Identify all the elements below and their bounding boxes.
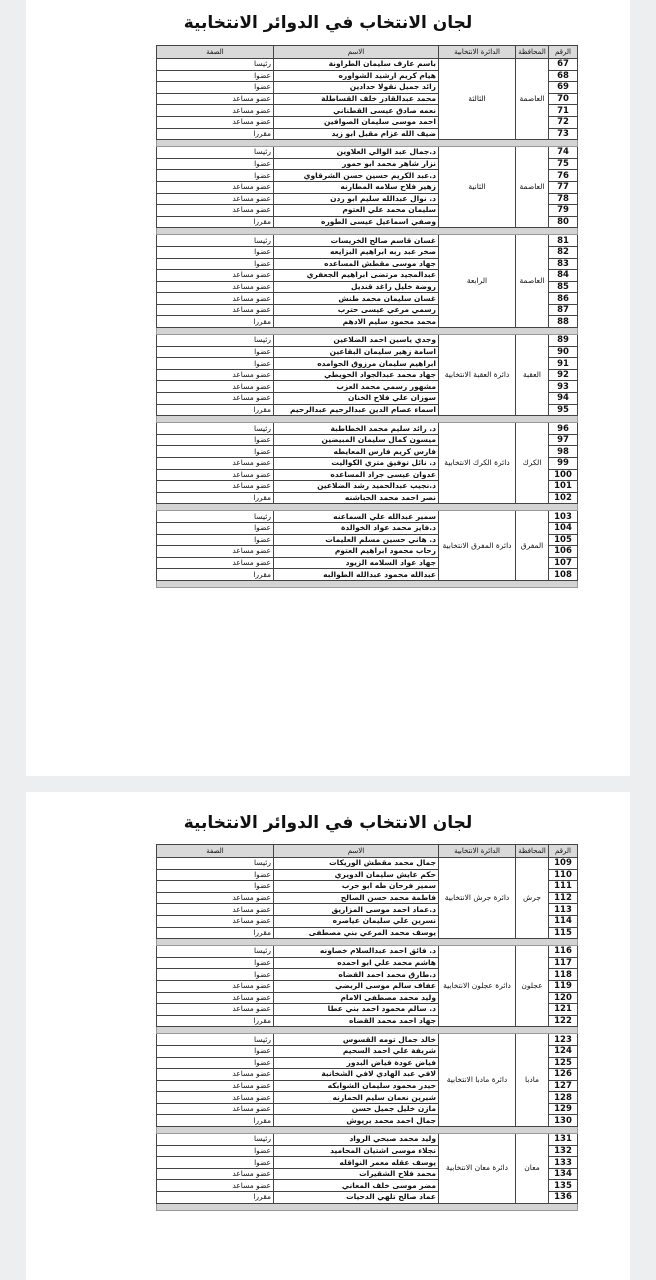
row-number: 78	[549, 193, 578, 205]
row-number: 94	[549, 393, 578, 405]
member-name: فياض عودة فياض البدور	[274, 1057, 439, 1069]
member-name: نصر احمد محمد الحباشنه	[274, 492, 439, 504]
member-name: روضة خليل راغد قنديل	[274, 281, 439, 293]
header-name: الاسم	[274, 845, 439, 858]
member-name: وجدي ياسين احمد الضلاعين	[274, 335, 439, 347]
header-gov: المحافظة	[516, 845, 549, 858]
member-name: ميسون كمال سليمان المبيضين	[274, 434, 439, 446]
group-separator	[157, 939, 578, 946]
member-name: باسم عارف سليمان الطراونة	[274, 59, 439, 71]
row-number: 104	[549, 522, 578, 534]
member-role: عضو مساعد	[157, 458, 274, 470]
member-role: مقررا	[157, 216, 274, 228]
member-name: شيرين نعمان سليم الحمارنه	[274, 1092, 439, 1104]
member-role: عضو مساعد	[157, 205, 274, 217]
member-name: د. سالم محمود احمد بني عطا	[274, 1004, 439, 1016]
row-number: 79	[549, 205, 578, 217]
row-number: 85	[549, 281, 578, 293]
table-row	[157, 335, 578, 347]
row-number: 101	[549, 481, 578, 493]
separator-cell	[157, 580, 578, 587]
member-role: مقررا	[157, 404, 274, 416]
member-name: ضيف الله عزام مقبل ابو زيد	[274, 128, 439, 140]
row-number: 103	[549, 511, 578, 523]
separator-cell	[157, 228, 578, 235]
member-role: رئيسا	[157, 1134, 274, 1146]
row-number: 109	[549, 858, 578, 870]
row-number: 91	[549, 358, 578, 370]
member-role: عضوا	[157, 957, 274, 969]
document-page-1	[26, 0, 630, 776]
row-number: 121	[549, 1004, 578, 1016]
row-number: 77	[549, 181, 578, 193]
member-role: عضو مساعد	[157, 481, 274, 493]
member-role: عضوا	[157, 246, 274, 258]
row-number: 90	[549, 346, 578, 358]
member-name: جهاد احمد محمد القضاه	[274, 1015, 439, 1027]
row-number: 111	[549, 881, 578, 893]
member-name: غسان قاسم صالح الخريسات	[274, 235, 439, 247]
row-number: 115	[549, 927, 578, 939]
member-role: عضو مساعد	[157, 557, 274, 569]
header-role: الصفة	[157, 46, 274, 59]
header-district: الدائرة الانتخابية	[439, 845, 516, 858]
row-number: 68	[549, 70, 578, 82]
member-name: عبدالله محمود عبدالله الطوالبه	[274, 569, 439, 581]
document-page-2	[26, 792, 630, 1280]
separator-cell	[157, 140, 578, 147]
row-number: 89	[549, 335, 578, 347]
row-number: 97	[549, 434, 578, 446]
district-cell: دائرة مادبا الانتخابية	[439, 1034, 516, 1127]
district-cell: دائرة جرش الانتخابية	[439, 858, 516, 939]
committees-table	[156, 45, 578, 588]
member-role: عضوا	[157, 358, 274, 370]
district-cell: الرابعة	[439, 235, 516, 328]
committees-table	[156, 844, 578, 1211]
member-name: حيدر محمود سليمان الشوابكه	[274, 1080, 439, 1092]
row-number: 98	[549, 446, 578, 458]
table-header-row	[157, 845, 578, 858]
governorate-cell: العاصمة	[516, 59, 549, 140]
page-title: لجان الانتخاب في الدوائر الانتخابية	[183, 813, 473, 833]
member-role: عضو مساعد	[157, 270, 274, 282]
member-name: اسماء عصام الدين عبدالرحيم عبدالرحيم	[274, 404, 439, 416]
member-role: عضوا	[157, 1157, 274, 1169]
header-num: الرقم	[549, 845, 578, 858]
member-name: د.جمال عبد الوالي العلاوين	[274, 147, 439, 159]
member-role: عضوا	[157, 969, 274, 981]
row-number: 80	[549, 216, 578, 228]
member-name: زهير فلاح سلامه المطارنه	[274, 181, 439, 193]
row-number: 125	[549, 1057, 578, 1069]
group-separator	[157, 504, 578, 511]
table-row	[157, 1034, 578, 1046]
row-number: 118	[549, 969, 578, 981]
group-separator	[157, 328, 578, 335]
table-row	[157, 235, 578, 247]
member-role: عضو مساعد	[157, 193, 274, 205]
row-number: 133	[549, 1157, 578, 1169]
header-num: الرقم	[549, 46, 578, 59]
separator-cell	[157, 504, 578, 511]
row-number: 135	[549, 1180, 578, 1192]
member-role: عضو مساعد	[157, 1080, 274, 1092]
member-role: رئيسا	[157, 511, 274, 523]
row-number: 82	[549, 246, 578, 258]
member-role: عضوا	[157, 1057, 274, 1069]
member-name: د.فايز محمد عواد الخوالدة	[274, 522, 439, 534]
district-cell: الثانية	[439, 147, 516, 228]
member-name: د.عبد الكريم حسين حسن الشرقاوي	[274, 170, 439, 182]
member-name: رحاب محمود ابراهيم العتوم	[274, 546, 439, 558]
governorate-cell: جرش	[516, 858, 549, 939]
row-number: 81	[549, 235, 578, 247]
member-name: نجلاء موسى اشتيان المحاميد	[274, 1145, 439, 1157]
row-number: 134	[549, 1168, 578, 1180]
table-row	[157, 59, 578, 71]
member-role: عضوا	[157, 1045, 274, 1057]
table-row	[157, 147, 578, 159]
member-name: سليمان محمد علي العتوم	[274, 205, 439, 217]
row-number: 106	[549, 546, 578, 558]
member-role: عضو مساعد	[157, 105, 274, 117]
row-number: 100	[549, 469, 578, 481]
member-name: يوسف محمد المرعي بني مصطفى	[274, 927, 439, 939]
member-name: احمد موسى سليمان الصوافين	[274, 116, 439, 128]
separator-cell	[157, 939, 578, 946]
district-cell: دائرة معان الانتخابية	[439, 1134, 516, 1204]
row-number: 120	[549, 992, 578, 1004]
member-role: مقررا	[157, 316, 274, 328]
member-role: عضوا	[157, 434, 274, 446]
separator-cell	[157, 1127, 578, 1134]
member-name: محمد عبدالقادر خلف القساطلة	[274, 93, 439, 105]
member-role: عضوا	[157, 346, 274, 358]
member-role: عضو مساعد	[157, 992, 274, 1004]
governorate-cell: المفرق	[516, 511, 549, 581]
row-number: 119	[549, 980, 578, 992]
row-number: 131	[549, 1134, 578, 1146]
member-role: عضوا	[157, 158, 274, 170]
header-gov: المحافظة	[516, 46, 549, 59]
member-name: مضر موسى خلف المعاني	[274, 1180, 439, 1192]
member-name: د. نوال عبدالله سليم ابو ردن	[274, 193, 439, 205]
governorate-cell: معان	[516, 1134, 549, 1204]
member-name: غسان سليمان محمد طنش	[274, 293, 439, 305]
page-title: لجان الانتخاب في الدوائر الانتخابية	[183, 13, 473, 33]
member-role: عضو مساعد	[157, 116, 274, 128]
member-role: عضو مساعد	[157, 1180, 274, 1192]
row-number: 110	[549, 869, 578, 881]
member-name: خالد جمال تومه القسوس	[274, 1034, 439, 1046]
group-separator	[157, 1027, 578, 1034]
member-role: عضوا	[157, 881, 274, 893]
row-number: 75	[549, 158, 578, 170]
member-name: د. نائل توفيق متري الكواليت	[274, 458, 439, 470]
row-number: 96	[549, 423, 578, 435]
member-name: جهاد محمد عبدالجواد الحويطي	[274, 369, 439, 381]
governorate-cell: العاصمة	[516, 235, 549, 328]
separator-cell	[157, 1027, 578, 1034]
row-number: 70	[549, 93, 578, 105]
member-role: عضو مساعد	[157, 1069, 274, 1081]
member-name: د. رائد سليم محمد الخطاطبة	[274, 423, 439, 435]
member-role: رئيسا	[157, 335, 274, 347]
table-row	[157, 858, 578, 870]
member-name: جهاد موسى مقطش المساعده	[274, 258, 439, 270]
member-role: عضو مساعد	[157, 293, 274, 305]
member-name: عبدالمجيد مرتضى ابراهيم الجعفري	[274, 270, 439, 282]
separator-cell	[157, 1203, 578, 1210]
row-number: 83	[549, 258, 578, 270]
group-separator	[157, 140, 578, 147]
district-cell: دائرة عجلون الانتخابية	[439, 946, 516, 1027]
member-role: رئيسا	[157, 1034, 274, 1046]
member-role: رئيسا	[157, 858, 274, 870]
member-name: رسمي مرعي عيسى حترب	[274, 304, 439, 316]
member-name: نزار شاهر محمد ابو حمور	[274, 158, 439, 170]
row-number: 72	[549, 116, 578, 128]
row-number: 92	[549, 369, 578, 381]
row-number: 95	[549, 404, 578, 416]
member-name: مشهور رسمي محمد العزب	[274, 381, 439, 393]
member-name: فاطمة محمد حسن الصالح	[274, 892, 439, 904]
member-role: عضو مساعد	[157, 469, 274, 481]
member-role: مقررا	[157, 569, 274, 581]
row-number: 76	[549, 170, 578, 182]
row-number: 116	[549, 946, 578, 958]
row-number: 126	[549, 1069, 578, 1081]
district-cell: دائرة المفرق الانتخابية	[439, 511, 516, 581]
row-number: 107	[549, 557, 578, 569]
table-row	[157, 423, 578, 435]
member-name: د.طارق محمد احمد القضاه	[274, 969, 439, 981]
group-separator	[157, 580, 578, 587]
member-name: فارس كريم فارس المعايطه	[274, 446, 439, 458]
row-number: 136	[549, 1192, 578, 1204]
row-number: 87	[549, 304, 578, 316]
governorate-cell: عجلون	[516, 946, 549, 1027]
member-name: سوزان علي فلاح الخنان	[274, 393, 439, 405]
member-name: محمد فلاح الشقيرات	[274, 1168, 439, 1180]
row-number: 129	[549, 1103, 578, 1115]
row-number: 93	[549, 381, 578, 393]
governorate-cell: مادبا	[516, 1034, 549, 1127]
row-number: 69	[549, 82, 578, 94]
member-role: عضو مساعد	[157, 369, 274, 381]
table-row	[157, 511, 578, 523]
row-number: 127	[549, 1080, 578, 1092]
member-name: مازن خليل جميل حسن	[274, 1103, 439, 1115]
member-name: رائد جميل نقولا حدادين	[274, 82, 439, 94]
table-row	[157, 1134, 578, 1146]
member-name: وليد محمد مصطفى الامام	[274, 992, 439, 1004]
row-number: 105	[549, 534, 578, 546]
row-number: 113	[549, 904, 578, 916]
group-separator	[157, 1127, 578, 1134]
member-name: نعمه صادق عيسى القطناني	[274, 105, 439, 117]
row-number: 99	[549, 458, 578, 470]
row-number: 128	[549, 1092, 578, 1104]
member-role: مقررا	[157, 1192, 274, 1204]
row-number: 102	[549, 492, 578, 504]
member-role: مقررا	[157, 128, 274, 140]
district-cell: دائرة العقبة الانتخابية	[439, 335, 516, 416]
member-role: عضو مساعد	[157, 393, 274, 405]
group-separator	[157, 228, 578, 235]
member-role: رئيسا	[157, 59, 274, 71]
member-role: عضو مساعد	[157, 304, 274, 316]
member-name: حكم عايش سليمان الدويري	[274, 869, 439, 881]
row-number: 123	[549, 1034, 578, 1046]
member-name: وليد محمد صبحي الرواد	[274, 1134, 439, 1146]
member-name: عماد صالح تلهي الدحيات	[274, 1192, 439, 1204]
row-number: 124	[549, 1045, 578, 1057]
row-number: 88	[549, 316, 578, 328]
member-role: عضو مساعد	[157, 381, 274, 393]
row-number: 74	[549, 147, 578, 159]
district-cell: دائرة الكرك الانتخابية	[439, 423, 516, 504]
row-number: 132	[549, 1145, 578, 1157]
member-role: مقررا	[157, 1115, 274, 1127]
member-name: ابراهيم سليمان مرزوق الحوامده	[274, 358, 439, 370]
member-name: محمد محمود سليم الادهم	[274, 316, 439, 328]
member-name: شريفة علي احمد السحيم	[274, 1045, 439, 1057]
member-role: عضوا	[157, 70, 274, 82]
member-name: د.نجيب عبدالحميد رشد الضلاعين	[274, 481, 439, 493]
member-name: هاشم محمد علي ابو احمده	[274, 957, 439, 969]
district-cell: الثالثة	[439, 59, 516, 140]
member-role: عضو مساعد	[157, 915, 274, 927]
row-number: 73	[549, 128, 578, 140]
member-role: عضوا	[157, 82, 274, 94]
member-name: عدوان عيسى جراد المساعده	[274, 469, 439, 481]
member-name: جمال محمد مقطش الوريكات	[274, 858, 439, 870]
member-name: يوسف عقله معمر النواقله	[274, 1157, 439, 1169]
member-role: رئيسا	[157, 147, 274, 159]
member-role: عضوا	[157, 522, 274, 534]
member-name: جمال احمد محمد بريوش	[274, 1115, 439, 1127]
governorate-cell: الكرك	[516, 423, 549, 504]
member-role: عضو مساعد	[157, 980, 274, 992]
member-name: وصفي اسماعيل عيسى الطوره	[274, 216, 439, 228]
row-number: 84	[549, 270, 578, 282]
member-name: صخر عبد ربه ابراهيم البزايعه	[274, 246, 439, 258]
table-row	[157, 946, 578, 958]
row-number: 67	[549, 59, 578, 71]
member-role: عضوا	[157, 446, 274, 458]
member-name: نسرين علي سليمان عياصره	[274, 915, 439, 927]
member-name: لافي عبد الهادي لافي الشخانبة	[274, 1069, 439, 1081]
member-role: عضو مساعد	[157, 93, 274, 105]
member-role: مقررا	[157, 927, 274, 939]
member-name: سمير فرحان طه ابو حرب	[274, 881, 439, 893]
governorate-cell: العقبة	[516, 335, 549, 416]
member-role: رئيسا	[157, 235, 274, 247]
member-role: عضو مساعد	[157, 904, 274, 916]
member-role: عضوا	[157, 869, 274, 881]
member-role: عضو مساعد	[157, 281, 274, 293]
row-number: 112	[549, 892, 578, 904]
member-role: عضو مساعد	[157, 1092, 274, 1104]
member-role: عضوا	[157, 534, 274, 546]
table-header-row	[157, 46, 578, 59]
member-role: رئيسا	[157, 423, 274, 435]
row-number: 117	[549, 957, 578, 969]
header-district: الدائرة الانتخابية	[439, 46, 516, 59]
member-role: عضوا	[157, 1145, 274, 1157]
member-name: عفاف سالم موسى الربضي	[274, 980, 439, 992]
member-role: عضوا	[157, 258, 274, 270]
member-name: سمير عبدالله علي السماعنه	[274, 511, 439, 523]
separator-cell	[157, 328, 578, 335]
governorate-cell: العاصمة	[516, 147, 549, 228]
member-role: عضو مساعد	[157, 1168, 274, 1180]
member-role: عضوا	[157, 170, 274, 182]
member-name: د. فائق احمد عبدالسلام خصاونه	[274, 946, 439, 958]
header-name: الاسم	[274, 46, 439, 59]
member-role: مقررا	[157, 1015, 274, 1027]
member-role: رئيسا	[157, 946, 274, 958]
member-name: اسامة زهير سليمان البقاعين	[274, 346, 439, 358]
row-number: 71	[549, 105, 578, 117]
header-role: الصفة	[157, 845, 274, 858]
row-number: 114	[549, 915, 578, 927]
member-name: د.عماد احمد موسى المزاريق	[274, 904, 439, 916]
member-name: جهاد عواد السلامه الزيود	[274, 557, 439, 569]
member-role: عضو مساعد	[157, 181, 274, 193]
member-role: مقررا	[157, 492, 274, 504]
row-number: 130	[549, 1115, 578, 1127]
group-separator	[157, 416, 578, 423]
member-role: عضو مساعد	[157, 546, 274, 558]
member-name: هيام كريم ارشيد الشواوره	[274, 70, 439, 82]
row-number: 86	[549, 293, 578, 305]
member-role: عضو مساعد	[157, 1004, 274, 1016]
row-number: 108	[549, 569, 578, 581]
member-role: عضو مساعد	[157, 1103, 274, 1115]
member-name: د. هاني حسين مسلم العليمات	[274, 534, 439, 546]
member-role: عضو مساعد	[157, 892, 274, 904]
row-number: 122	[549, 1015, 578, 1027]
group-separator	[157, 1203, 578, 1210]
separator-cell	[157, 416, 578, 423]
